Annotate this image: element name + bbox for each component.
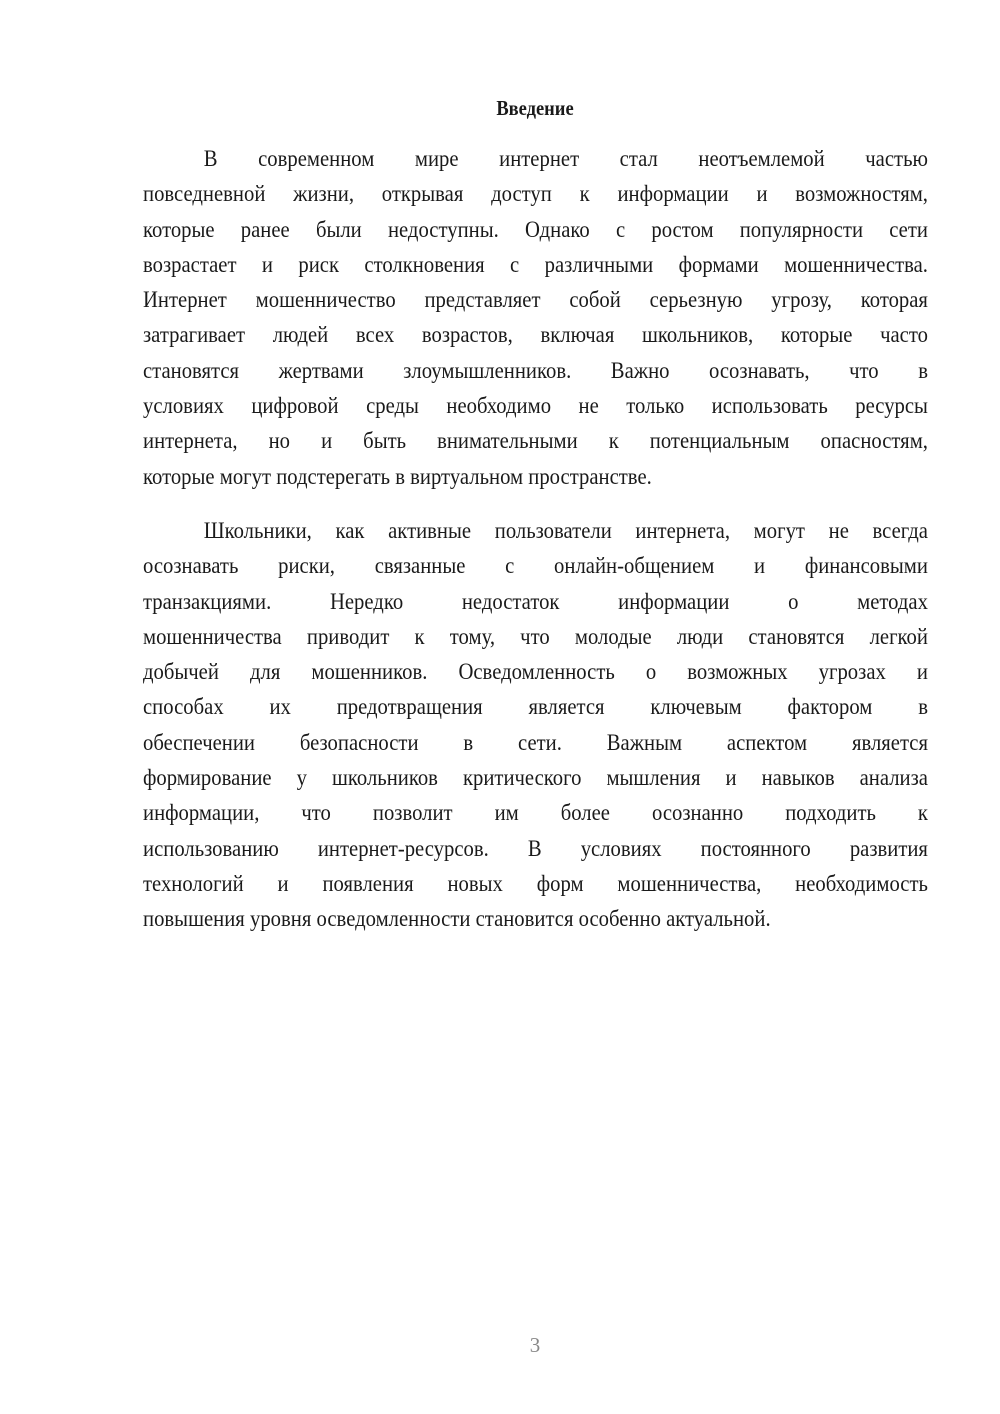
text-line: формирование у школьников критического мышления и навыков анализа xyxy=(143,765,928,792)
text-line: повышения уровня осведомленности становится особенно актуальной. xyxy=(143,906,771,933)
text-line: осознавать риски, связанные с онлайн-общением и финансовыми xyxy=(143,553,928,580)
text-line: Школьники, как активные пользователи интернета, могут не всегда xyxy=(203,518,928,544)
text-line: способах их предотвращения является ключевым фактором в xyxy=(143,694,928,721)
text-line: использованию интернет-ресурсов. В условиях постоянного развития xyxy=(143,835,928,862)
text-line: становятся жертвами злоумышленников. Важно осознавать, что в xyxy=(143,357,928,384)
paragraph-2 xyxy=(143,514,928,938)
text-line: повседневной жизни, открывая доступ к информации и возможностям, xyxy=(143,181,928,208)
page-number: 3 xyxy=(529,1333,541,1357)
text-line: которые могут подстерегать в виртуальном пространстве. xyxy=(143,463,652,490)
text-line: обеспечении безопасности в сети. Важным аспектом является xyxy=(143,729,928,756)
text-line: добычей для мошенников. Осведомленность о возможных угрозах и xyxy=(143,659,928,686)
text-line: информации, что позволит им более осознанно подходить к xyxy=(143,800,928,827)
text-line: возрастает и риск столкновения с различными формами мошенничества. xyxy=(143,251,928,278)
section-title: Введение xyxy=(496,96,574,120)
paragraph-1 xyxy=(143,142,928,495)
text-line: интернета, но и быть внимательными к потенциальным опасностям, xyxy=(143,428,928,455)
text-line: технологий и появления новых форм мошенничества, необходимость xyxy=(143,870,928,897)
text-line: затрагивает людей всех возрастов, включая школьников, которые часто xyxy=(143,322,928,349)
text-line: транзакциями. Нередко недостаток информации о методах xyxy=(143,588,928,615)
text-line: которые ранее были недоступны. Однако с ростом популярности сети xyxy=(143,216,928,243)
text-line: Интернет мошенничество представляет собой серьезную угрозу, которая xyxy=(143,287,928,314)
text-line: В современном мире интернет стал неотъемлемой частью xyxy=(203,146,928,172)
text-line: мошенничества приводит к тому, что молодые люди становятся легкой xyxy=(143,623,928,650)
text-line: условиях цифровой среды необходимо не только использовать ресурсы xyxy=(143,393,928,420)
